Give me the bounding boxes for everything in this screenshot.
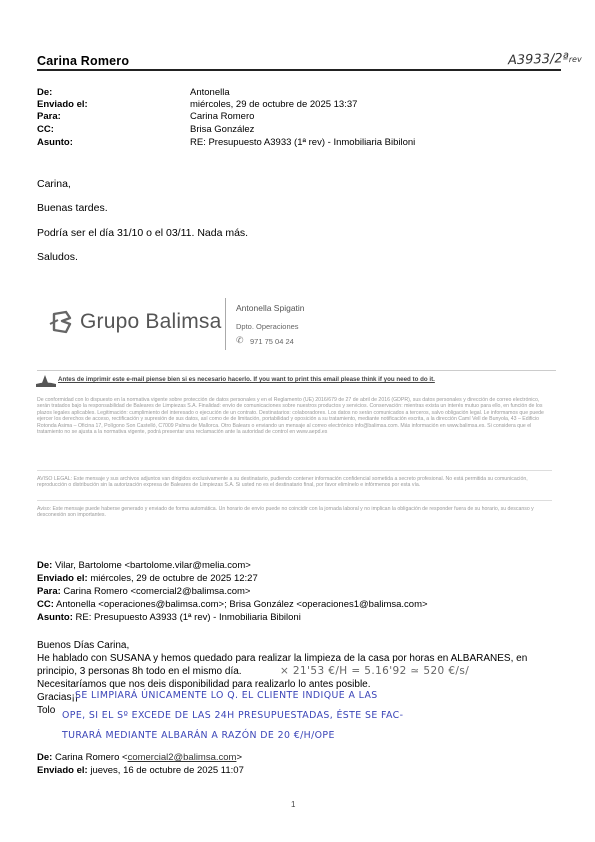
email2-line4: Gracias¡¡: [37, 692, 79, 703]
email2-subject-label: Asunto:: [37, 612, 73, 623]
handwritten-note-line3: TURARÁ MEDIANTE ALBARÁN A RAZÓN DE 20 €/H/OPE: [62, 730, 335, 741]
eco-print-notice: Antes de imprimir este e-mail piense bien si es necesario hacerlo. If you want to print this email please think if you need to do it.: [58, 376, 435, 383]
email1-subject-label: Asunto:: [37, 137, 73, 148]
email2-sent-value: miércoles, 29 de octubre de 2025 12:27: [90, 573, 258, 584]
email2-cc-label: CC:: [37, 599, 54, 610]
handwritten-reference: [508, 51, 582, 69]
email1-cc-label: CC:: [37, 124, 54, 135]
legal-divider-1: [37, 470, 552, 471]
email3-sent-label: Enviado el:: [37, 765, 88, 776]
email3-sent-value: jueves, 16 de octubre de 2025 11:07: [90, 765, 244, 776]
email2-line5: Tolo: [37, 705, 56, 716]
email2-from-row: [37, 560, 251, 572]
sender-name: Carina Romero: [37, 54, 130, 68]
email2-to-label: Para:: [37, 586, 61, 597]
email2-to-value: Carina Romero <comercial2@balimsa.com>: [63, 586, 251, 597]
tree-icon: [36, 373, 56, 387]
email1-sent-label: Enviado el:: [37, 99, 88, 110]
signature-divider: [225, 298, 226, 350]
email2-sent-row: [37, 573, 258, 585]
email2-subject-row: [37, 612, 301, 624]
email3-from-row: [37, 752, 242, 764]
header-rule: [37, 69, 561, 71]
company-logo-text: Grupo Balimsa: [80, 310, 222, 333]
legal-notice: AVISO LEGAL: Este mensaje y sus archivos adjuntos van dirigidos exclusivamente a su destinatario, pudiendo contener información confidencial sometida a secreto profesional. No está permitida su comunicación, reproducción o distribución sin la autorización expresa de Baleares de Limpiezas S.A. Si usted no es el destinatario final, por favor elimínelo e infórmenos por esta vía.: [37, 476, 528, 489]
email2-cc-value: Antonella <operaciones@balimsa.com>; Brisa González <operaciones1@balimsa.com>: [56, 599, 428, 610]
email1-subject-value: RE: Presupuesto A3933 (1ª rev) - Inmobiliaria Bibiloni: [190, 137, 416, 148]
email1-closing: Saludos.: [37, 251, 78, 263]
email2-line3: Necesitaríamos que nos deis disponibilidad para realizarlo lo antes posible.: [37, 679, 371, 690]
email2-greeting: Buenos Días Carina,: [37, 640, 130, 651]
email1-from-value: Antonella: [190, 87, 230, 98]
email1-line1: Buenas tardes.: [37, 202, 108, 214]
email3-from-end: >: [236, 752, 243, 763]
page-number: 1: [291, 800, 296, 809]
email3-sent-row: [37, 765, 244, 777]
email1-line2: Podría ser el día 31/10 o el 03/11. Nada más.: [37, 227, 249, 239]
email2-to-row: [37, 586, 250, 598]
handwritten-reference-main: A3933/2ª: [507, 51, 570, 69]
legal-divider-2: [37, 500, 552, 501]
handwritten-note-line2: OPE, SI EL Sº EXCEDE DE LAS 24H PRESUPUESTADAS, ÉSTE SE FAC-: [62, 710, 404, 721]
email1-sent-value: miércoles, 29 de octubre de 2025 13:37: [190, 99, 358, 110]
legal-data-protection: De conformidad con lo dispuesto en la normativa vigente sobre protección de datos personales y en el Reglamento (UE) 2016/679 de 27 de abril de 2016 (GDPR), sus datos personales y dirección de correo electrónico, serán tratados bajo la responsabilidad de Baleares de Limpiezas S.A. Finalidad: envío de comunicaciones sobre nuestros productos y servicios. Conservación: mientras exista un interés mutuo para ello, en función de los plazos legales aplicables. Legitimación: cumplimiento del interesado o ejecución de un contrato. Destinatarios: colaboradores. Los datos no serán comunicados a terceros, salvo obligación legal. Le informamos que puede ejercer los derechos de acceso, rectificación y supresión de sus datos, así como de de limitación, portabilidad y oposición a su tratamiento, mediante notificación escrita, a la dirección Camí Vell de Bunyola, 43 – Edificio Rotonda Asima – Oficina 17, Polígono Son Castelló, C7009 Palma de Mallorca. Otro Balears o enviando un mensaje al correo electrónico info@balimsa.com. Más información en www.balimsa.es. Si considera que el tratamiento no se ajusta a la normativa vigente, podrá presentar una reclamación ante la autoridad de control en www.aepd.es: [37, 397, 544, 436]
email3-from-name: Carina Romero <: [54, 752, 128, 763]
email1-greeting: Carina,: [37, 178, 71, 190]
signature-name: Antonella Spigatin: [236, 303, 305, 313]
balimsa-logo-icon: [48, 308, 76, 336]
email2-from-value: Vilar, Bartolome <bartolome.vilar@melia.com>: [54, 560, 251, 571]
email2-from-label: De:: [37, 560, 53, 571]
handwritten-note-line1: SE LIMPIARÁ ÚNICAMENTE LO Q. EL CLIENTE INDIQUE A LAS: [75, 690, 378, 701]
email2-cc-row: [37, 599, 428, 611]
email1-from-label: De:: [37, 87, 53, 98]
handwritten-calculation: × 21'53 €/H = 5.16'92 ≃ 520 €/s/: [280, 665, 470, 677]
email1-cc-value: Brisa González: [190, 124, 255, 135]
email2-sent-label: Enviado el:: [37, 573, 88, 584]
email2-subject-value: RE: Presupuesto A3933 (1ª rev) - Inmobiliaria Bibiloni: [75, 612, 301, 623]
email2-line2: principio, 3 personas 8h todo en el mismo día.: [37, 666, 242, 677]
email3-from-label: De:: [37, 752, 53, 763]
email1-to-label: Para:: [37, 111, 61, 122]
phone-icon: ✆: [236, 335, 244, 345]
email1-to-value: Carina Romero: [190, 111, 255, 122]
email2-line1: He hablado con SUSANA y hemos quedado para realizar la limpieza de la casa por horas en ALBARANES, en: [37, 653, 528, 664]
signature-dept: Dpto. Operaciones: [236, 322, 299, 331]
handwritten-reference-tail: rev: [568, 54, 582, 65]
legal-auto-notice: Aviso: Este mensaje puede haberse generado y enviado de forma automática. Un horario de envío puede no coincidir con la jornada laboral y no implican la obligación de responder fuera de su horario, su descanso y desconexión son importantes.: [37, 506, 534, 519]
email3-from-link[interactable]: comercial2@balimsa.com: [127, 752, 237, 763]
signature-phone: 971 75 04 24: [250, 337, 294, 346]
